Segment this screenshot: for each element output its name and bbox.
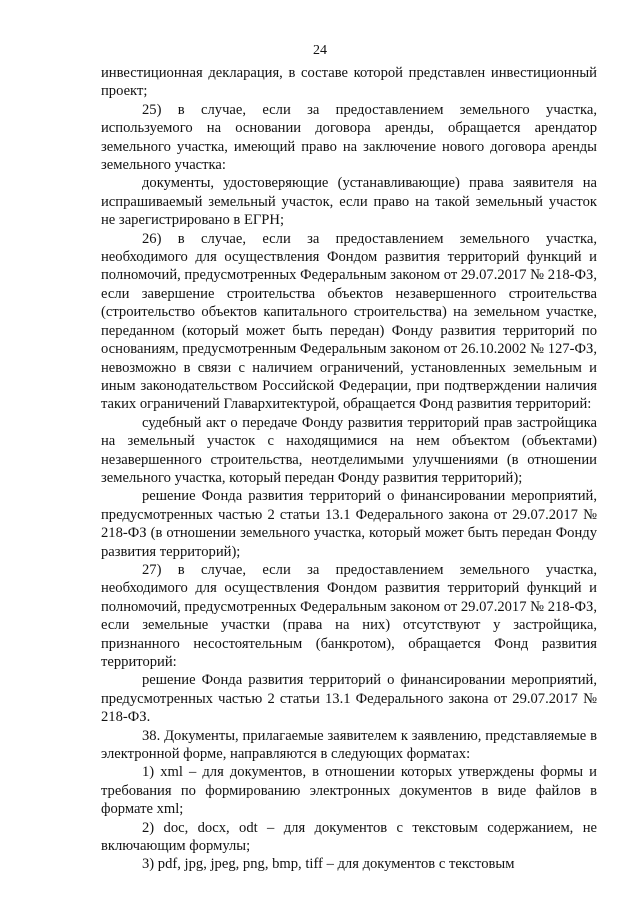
paragraph-fund-decision-2: решение Фонда развития территорий о финансировании мероприятий, предусмотренных частью 2 статьи 13.1 Федерального закона от 29.07.2017 № 218-ФЗ. xyxy=(101,672,597,726)
document-body xyxy=(101,64,597,874)
paragraph-item-25: 25) в случае, если за предоставлением земельного участка, используемого на основании договора аренды, обращается арендатор земельного участка, имеющий право на заключение нового договора аренды земельного участка: xyxy=(101,101,597,174)
paragraph-court-act: судебный акт о передаче Фонду развития территорий прав застройщика на земельный участок с находящимися на нем объектом (объектами) незавершенного строительства, неотделимыми улучшениями (в отношении земельного участка, который передан Фонду развития территорий); xyxy=(101,414,597,486)
paragraph-item-27: 27) в случае, если за предоставлением земельного участка, необходимого для осуществления Фондом развития территорий функций и полномочий, предусмотренных Федеральным законом от 29.07.2017 № 218-ФЗ, если земельные участки (права на них) отсутствуют у застройщика, признанного несостоятельным (банкротом), обращается Фонд развития территорий: xyxy=(101,561,597,670)
paragraph-documents-rights: документы, удостоверяющие (устанавливающие) права заявителя на испрашиваемый земельный участок, если право на такой земельный участок не зарегистрировано в ЕГРН; xyxy=(101,175,597,229)
paragraph-continuation: инвестиционная декларация, в составе которой представлен инвестиционный проект; xyxy=(101,65,597,100)
paragraph-item-38: 38. Документы, прилагаемые заявителем к заявлению, представляемые в электронной форме, направляются в следующих форматах: xyxy=(101,727,597,763)
paragraph-format-pdf: 3) pdf, jpg, jpeg, png, bmp, tiff – для документов с текстовым xyxy=(142,856,515,873)
paragraph-format-doc: 2) doc, docx, odt – для документов с текстовым содержанием, не включающим формулы; xyxy=(101,819,597,855)
paragraph-format-xml: 1) xml – для документов, в отношении которых утверждены формы и требования по формированию электронных документов в виде файлов в формате xml; xyxy=(101,764,597,818)
paragraph-item-26: 26) в случае, если за предоставлением земельного участка, необходимого для осуществления Фондом развития территорий функций и полномочий, предусмотренных Федеральным законом от 29.07.2017 № 218-ФЗ, если завершение строительства объектов незавершенного строительства (строительство объектов капитального строительства) на земельном участке, переданном (который может быть передан) Фонду развития территорий по основаниям, предусмотренным Федеральным законом от 26.10.2002 № 127-ФЗ, невозможно в связи с наличием ограничений, установленных земельным и иным законодательством Российской Федерации, при подтверждении наличия таких ограничений Главархитектурой, обращается Фонд развития территорий: xyxy=(101,230,597,413)
page-number: 24 xyxy=(313,43,327,58)
paragraph-fund-decision-1: решение Фонда развития территорий о финансировании мероприятий, предусмотренных частью 2 статьи 13.1 Федерального закона от 29.07.2017 № 218-ФЗ (в отношении земельного участка, который может быть передан Фонду развития территорий); xyxy=(101,488,597,560)
